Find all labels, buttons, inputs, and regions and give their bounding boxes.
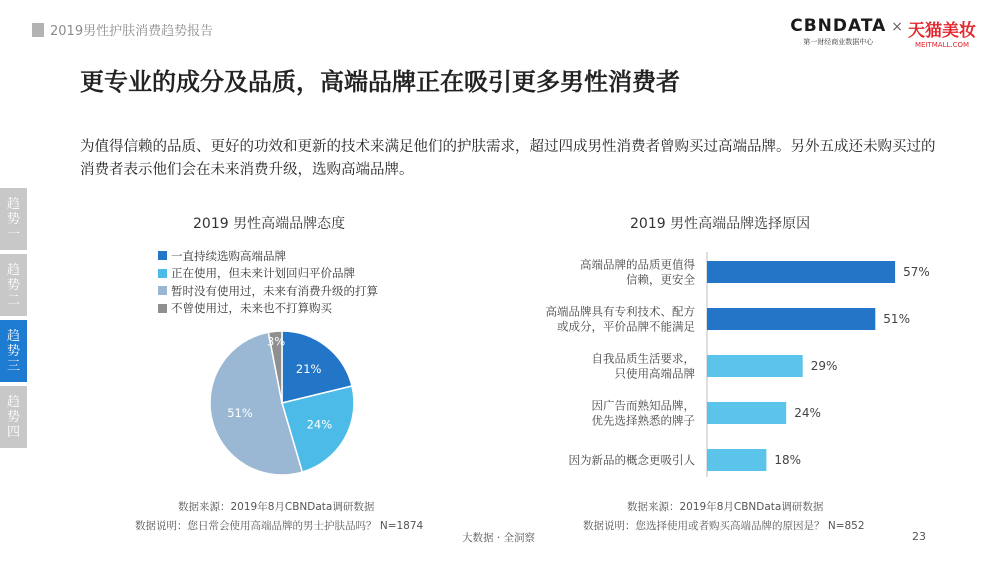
bar-value-label: 51% <box>883 312 910 326</box>
bar <box>707 449 766 471</box>
bar-category-label: 因广告而熟知品牌， <box>591 398 695 413</box>
bar-category-label: 优先选择熟悉的牌子 <box>591 413 695 428</box>
right-explain-note: 数据说明：您选择使用或者购买高端品牌的原因是？ N=852 <box>583 520 865 532</box>
cbndata-name: CBNDATA <box>790 16 887 36</box>
bar <box>707 308 875 330</box>
pie-slice-label: 51% <box>227 406 253 421</box>
bar-category-label: 信赖，更安全 <box>626 272 695 287</box>
page-number: 23 <box>912 530 926 543</box>
pie-slice-label: 3% <box>266 334 286 349</box>
report-title: 2019男性护肤消费趋势报告 <box>50 24 214 39</box>
bar-category-label: 因为新品的概念更吸引人 <box>568 453 695 467</box>
bar-category-label: 高端品牌具有专利技术、配方 <box>545 304 695 319</box>
bar-category-label: 自我品质生活要求， <box>591 351 695 366</box>
legend-label: 一直持续选购高端品牌 <box>171 248 286 263</box>
brand-separator: × <box>891 19 903 35</box>
bar-value-label: 18% <box>774 453 802 467</box>
pie-slice-label: 21% <box>295 362 322 376</box>
bar-value-label: 29% <box>810 359 838 373</box>
bar <box>707 402 786 424</box>
pie-chart-title: 2019 男性高端品牌态度 <box>193 216 346 232</box>
footer-slogan: 大数据 · 全洞察 <box>462 532 536 544</box>
pie-slice-label: 24% <box>306 417 333 432</box>
bar-category-label: 只使用高端品牌 <box>614 366 695 381</box>
bar-value-label: 24% <box>794 406 821 420</box>
bar-category-label: 或成分，平价品牌不能满足 <box>557 319 695 334</box>
bar <box>707 261 895 283</box>
legend-label: 暂时没有使用过，未来有消费升级的打算 <box>171 283 378 298</box>
cbndata-subtitle: 第一财经商业数据中心 <box>803 38 874 46</box>
bar <box>707 355 803 377</box>
side-nav-tab-2[interactable]: 趋 势 二 <box>0 254 27 316</box>
side-nav-tab-4[interactable]: 趋 势 四 <box>0 386 27 448</box>
tmall-beauty-name: 天猫美妆 <box>908 21 976 41</box>
side-nav-tab-3[interactable]: 趋 势 三 <box>0 320 27 382</box>
right-source-note: 数据来源：2019年8月CBNData调研数据 <box>627 501 824 513</box>
lead-paragraph: 为值得信赖的品质、更好的功效和更新的技术来满足他们的护肤需求，超过四成男性消费者曾购买过高端品牌。另外五成还未购买过的消费者表示他们会在未来消费升级，选购高端品牌。 <box>80 139 936 178</box>
left-source-note: 数据来源：2019年8月CBNData调研数据 <box>178 501 375 513</box>
bar-value-label: 57% <box>903 265 930 279</box>
page-title: 更专业的成分及品质，高端品牌正在吸引更多男性消费者 <box>80 68 680 96</box>
legend-label: 正在使用，但未来计划回归平价品牌 <box>171 266 355 281</box>
side-nav-tab-1[interactable]: 趋 势 一 <box>0 188 27 250</box>
left-explain-note: 数据说明：您日常会使用高端品牌的男士护肤品吗？ N=1874 <box>135 520 424 532</box>
tmall-beauty-url: MEITMALL.COM <box>914 41 970 49</box>
bar-chart-title: 2019 男性高端品牌选择原因 <box>630 216 811 232</box>
bar-category-label: 高端品牌的品质更值得 <box>580 257 695 272</box>
legend-label: 不曾使用过，未来也不打算购买 <box>171 301 332 316</box>
